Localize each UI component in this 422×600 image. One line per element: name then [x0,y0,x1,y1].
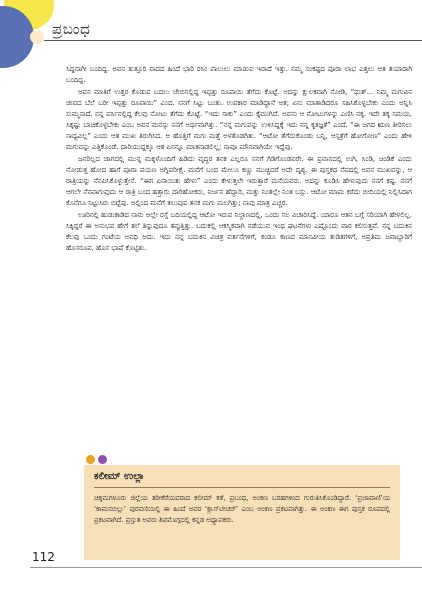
purple-dot [98,455,107,464]
footer-divider [30,567,422,568]
paragraph: ಊರಿನಲ್ಲಿ ಹುಡುಕಾಡಿದ ನಾನು ಅಲ್ಲೇ ರಸ್ತೆ ಬದಿಯಲ್ಲಿದ್ದ ಆಟೋ ಇರುವ ನಿಲ್ದಾಣದಲ್ಲಿ, ಒಂದು ಸಲ ವಿಚಾರಿಸಿದ್ದೆ. ಯಾರೂ ಆತನ ಬಗ್ಗೆ ಸರಿಯಾಗಿ ಹೇಳಲಿಲ್ಲ. ಸಿಕ್ಕಿದ್ದರೆ ಈ ಅನುಭವ ಹೇಗೆ ತಲೆ ತಿನ್ನುವುದೂ ತಪ್ಪುತ್ತಿತ್ತು. ಬದುಕಲ್ಲಿ ಆಕಸ್ಮಿಕವಾಗಿ ನಡೆಯುವ ಇಂಥ ಘಟನೆಗಳು ಎಷ್ಟೊಂದು ಪಾಠ ಕಲಿಸುತ್ತವೆ. ನನ್ನ ಬದುಕಿನ ಕೆಲವು ಒಂದು ಗಂಟೆಯ ಅವಧಿ ಅದು. ಇದು ನನ್ನ ಬದುಕಿನ ವಿಚಿತ್ರ ವರ್ತನೆಗಳಿಗೆ, ಕಂಡೂ ಕಾಣದ ಮಾನವೀಯ ತುಡಿತಗಳಿಗೆ, ಅಪ್ರತಿಮ ಜವಾಬ್ದಾರಿಗೆ ಹೊಸರೂಪ, ಹೊಸ ಭಾಷೆ ಕೊಟ್ಟಿತು. [66,211,412,252]
paragraph: ಜನರಿಲ್ಲದ ಜಾಗದಲ್ಲಿ ಮುನ್ನ ಮಕ್ಕಳೊಂದಿಗೆ ಹಿಡಿದು ವೃದ್ಧರ ತನಕ ಎಲ್ಲರೂ ನನಗೆ ಗಿಡಿಗೊಂಡವರೇ. ಈ ಪ್ರವಾಸದಲ್ಲಿ ಉಗಿ, ಸಿಂಡಿ, ಜಂಡಿಕೆ ಎಂದು ನೋಡುತ್ತ ಹೋದ ಹಾಗೆ ಪೂರಾ ಪಯಣ ಅಗ್ನಿಪರೀಕ್ಷೆ. ಮನೆಗೆ ಬಂದ ಮೇಲೂ ಕಣ್ಣು ಮುಚ್ಚಿದರೆ ಅದೇ ದೃಶ್ಯ. ಈ ಪುಸ್ತಕದ ನೆಪದಲ್ಲಿ ಅವನ ಮುಖವನ್ನು, ಆ ರಾತ್ರಿಯನ್ನು ನೆನಪಿಸಿಕೊಳ್ಳುತ್ತೇನೆ. “ಈಗ ಏನಾಯಿತು ಹೇಳು” ಎಂದು ಕೇಳುತ್ತಲೇ ಇರುತ್ತಾರೆ ಮನೆಯವರು. ಅದನ್ನು ಕೂಡಿಸಿ ಹೇಳುವುದು ನನಗೆ ಕಷ್ಟ. ನನಗೆ ಆಗಲೇ ನೆನಪಾಗುವುದು ಆ ರಾತ್ರಿ ಬಂದ ಹತ್ತಾರು ದಾರಿಹೋಕರು, ನಿರ್ಜನ ಹೆದ್ದಾರಿ, ಮತ್ತು ನಿಂತಲ್ಲೇ ನಿಂತ ಬಸ್ಸು. ಆಟೋ ಮಾಮ ಕರೆದು ಬೀದಿಯಲ್ಲಿ ನಿಲ್ಲಿಸಿದಾಗ ಕೊನೆಗೂ ನಿಟ್ಟುಸಿರು ಬಿಟ್ಟೆವು. ಅಲ್ಲಿಂದ ಮನೆಗೆ ತಲುಪುವ ತನಕ ಮಗು ಮಲಗಿತ್ತು; ನಾವು ಮಾತ್ರ ಎಚ್ಚರ. [66,155,412,207]
section-title: ಪ್ರಬಂಧ [52,20,91,38]
decorative-light-dot [30,30,44,44]
author-bio-box [84,465,400,560]
header-divider [44,40,422,41]
orange-dot [86,455,95,464]
essay-body [66,64,412,255]
paragraph: ಅವನ ಮಾತಿಗೆ ಉತ್ತರ ಕೊಡುವ ಬದಲು ಜೇಬಿನಲ್ಲಿದ್ದ ಇಪ್ಪತ್ತು ರೂಪಾಯಿ ತೆಗೆದು ಕೊಟ್ಟೆ. ಅದನ್ನು ಕ್ಷುಲಕವಾಗಿ ನೋಡಿ, “ಥುತ್... ನಿಮ್ಮ ಮಗುವಿನ ಜೀವದ ಬೆಲೆ ಬರೀ ಇಪ್ಪತ್ತು ರೂಪಾಯಿ” ಎಂದ. ನನಗೆ ಸಿಟ್ಟು ಬಂತು. ಉಪಕಾರ ಮಾಡಿದ್ದಾನೆ ಆತ; ಏನು ಮಾತಾಡಿದರೂ ಸಹಿಸಿಕೊಳ್ಳಬೇಕು ಎಂದು ಅನ್ನಿಸಿ ಸುಮ್ಮನಾದೆ. ನನ್ನ ಪರ್ಸಿನಲ್ಲಿದ್ದ ಕೆಲವು ನೋಟು ತೆಗೆದು ಕೊಟ್ಟೆ. “ಇದು ಸಾಕು” ಎಂದು ಕೈಮುಗಿದೆ. ಅವನು ಆ ನೋಟುಗಳನ್ನು ಎಣಿಸಿ ನಕ್ಕ. ಇದೇ ತಕ್ಕ ಸಮಯ, ಸಿಕ್ಕಷ್ಟು ಬಾಚಿಕೊಳ್ಳಬೇಕು ಎಂಬ ಅವನ ಮನಸ್ಸು ನನಗೆ ಅರ್ಥವಾಗಿತ್ತು. “ನನ್ನ ಮಗುವನ್ನು ಉಳಿಸಿದ್ದಕ್ಕೆ ಇದು ನನ್ನ ಕೃತಜ್ಞತೆ” ಎಂದೆ. “ಈ ಜಗದ ಋಣ ತೀರಿಸಲು ಸಾಧ್ಯವಿಲ್ಲ” ಎಂದು ಆತ ಮುಖ ತಿರುಗಿಸಿದ. ಆ ಹೊತ್ತಿಗೆ ಮಗು ಮತ್ತೆ ಅಳತೊಡಗಿತು. “ಆಟೋ ತೆಗೆದುಕೊಂಡು ಬನ್ನಿ, ಆಸ್ಪತ್ರೆಗೆ ಹೋಗೋಣ” ಎಂದು ಹೇಳಿ ಮಗುವನ್ನು ಎತ್ತಿಕೊಂಡೆ. ದಾರಿಯುದ್ದಕ್ಕೂ ಆತ ಏನನ್ನೂ ಮಾತನಾಡಲಿಲ್ಲ; ನಾವೂ ಮೌನವಾಗಿಯೇ ಇದ್ದೆವು. [66,88,412,151]
page-number: 112 [32,550,55,564]
author-bio-text: ಚಿಕ್ಕಮಗಳೂರು ಜಿಲ್ಲೆಯ ತರೀಕೆರೆಯವರಾದ ಕಲೀಮ್ ಕತೆ, ಪ್ರಬಂಧ, ಅಂಕಣ ಬರಹಗಳಿಂದ ಗುರುತಿಸಿಕೊಂಡಿದ್ದಾರೆ. ‘ಪ್ರಜಾವಾಣಿ’ಯ ‘ಕಾಮನಬಿಲ್ಲು’ ಪುರವಣಿಯಲ್ಲಿ ಈ ಹಿಂದೆ ಅವರ ‘ಕ್ಲಾಸ್‌ಟೀಚರ್’ ಎಂಬ ಅಂಕಣ ಪ್ರಕಟವಾಗಿತ್ತು. ಈ ಅಂಕಣ ಈಗ ಪುಸ್ತಕ ರೂಪದಲ್ಲಿ ಪ್ರಕಟವಾಗಿದೆ. ಪ್ರಸ್ತುತ ಅವರು ಶಿವಮೊಗ್ಗದಲ್ಲಿ ಕನ್ನಡ ಅಧ್ಯಾಪಕರು. [94,494,390,524]
bio-divider [94,487,390,488]
author-name: ಕಲೀಮ್ ಉಲ್ಲಾ [94,471,145,482]
paragraph: ಸಿದ್ದನಾಗೀ ಬಂದಿದ್ದ. ಅವನ ತುತ್ತೂರಿ ನಾದದ ಹಿಂದೆ ಭಾರಿ ರಸಿಂ ಪಾಲುಲು ಮಾಡುವ ಇರಾದೆ ಇತ್ತು. ನಮ್ಮ ಸಂಕಷ್ಟದ ಪೂರಾ ಲಾಭ ಎತ್ತಲು ಆತ ತಯಾರಾಗಿ ಬಂದಿದ್ದ. [66,65,412,84]
